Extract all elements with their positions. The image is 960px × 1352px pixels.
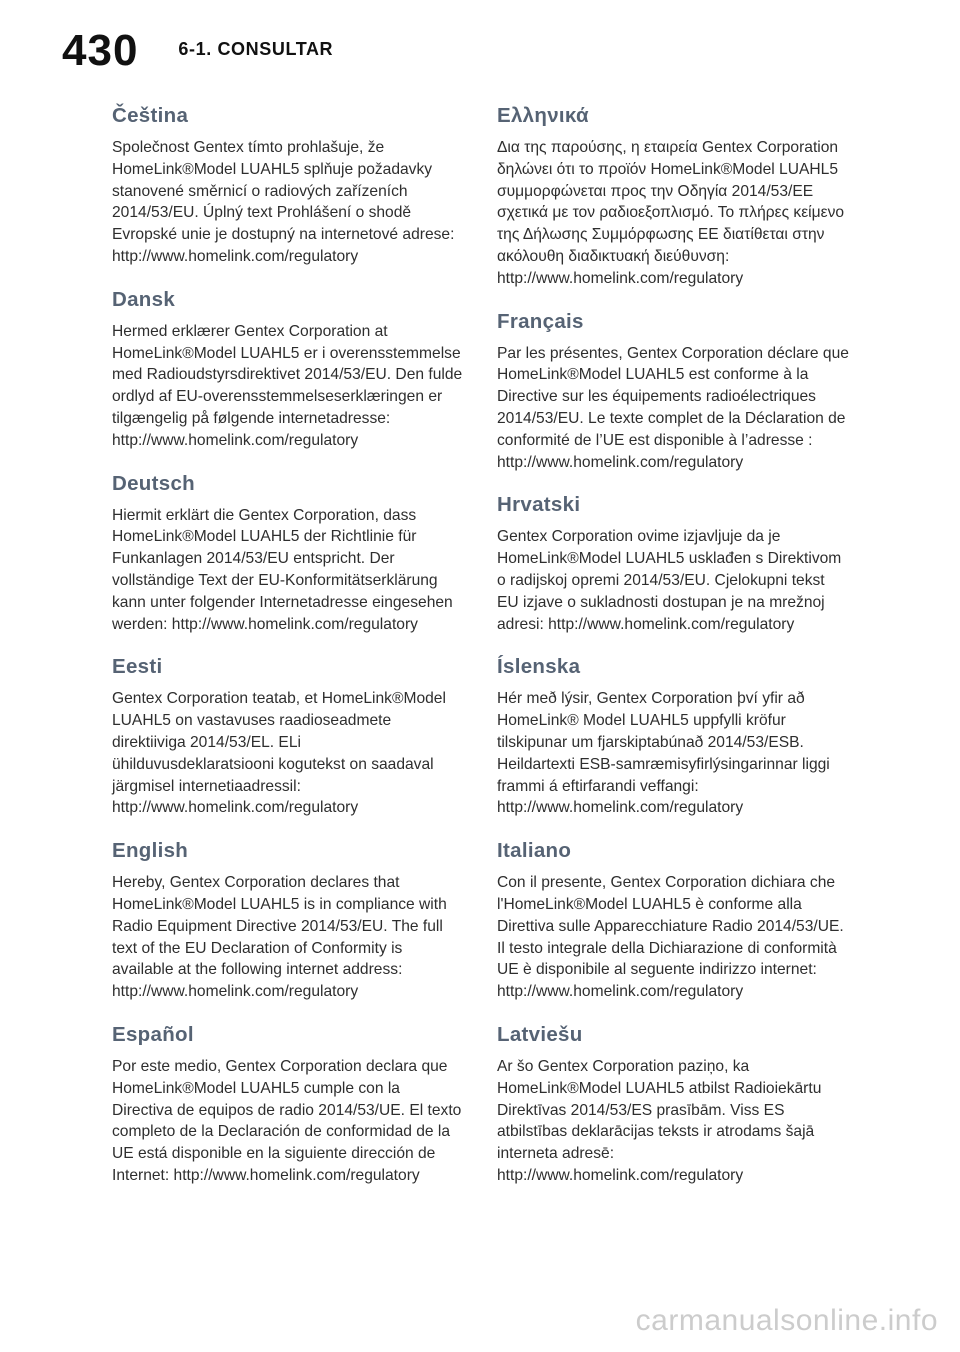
watermark: carmanualsonline.info [635, 1304, 938, 1337]
section-francais [497, 308, 849, 474]
section-title: Íslenska [497, 655, 581, 679]
section-text: Δια της παρούσης, η εταιρεία Gentex Corporation δηλώνει ότι το προϊόν HomeLink®Model LUAHL5 συμμορφώνεται προς την Οδηγία 2014/53/ΕΕ σχετικά με τον ραδιοεξοπλισμό. Το πλήρες κείμενο της Δήλωσης Συμμόρφωσης ΕΕ διατίθεται στην ακόλουθη διαδικτυακή διεύθυνση: http://www.homelink.com/regulatory [497, 139, 845, 287]
section-text: Gentex Corporation ovime izjavljuje da je HomeLink®Model LUAHL5 usklađen s Direktivom o radijskoj opremi 2014/53/EU. Cjelokupni tekst EU izjave o sukladnosti dostupan je na mrežnoj adresi: http://www.homelink.com/regulatory [497, 528, 842, 633]
section-title: Eesti [112, 655, 163, 679]
section-text: Hereby, Gentex Corporation declares that HomeLink®Model LUAHL5 is in compliance with Radio Equipment Directive 2014/53/EU. The full text of the EU Declaration of Conformity is available at the following internet address: http://www.homelink.com/regulatory [112, 874, 447, 1001]
section-latviesu [497, 1021, 849, 1187]
section-title: Español [112, 1022, 194, 1046]
section-title: Čeština [112, 104, 189, 127]
section-islenska [497, 653, 849, 819]
page-header [62, 28, 333, 78]
page-number: 430 [62, 26, 139, 75]
section-title: Deutsch [112, 471, 195, 495]
section-text: Hér með lýsir, Gentex Corporation því yfir að HomeLink® Model LUAHL5 uppfylli kröfur tilskipunar um fjarskiptabúnað 2014/53/ESB. Heildartexti ESB-samræmisyfirlýsingarinnar liggi frammi á eftirfarandi veffangi: http://www.homelink.com/regulatory [497, 690, 830, 817]
section-title: Français [497, 309, 584, 333]
left-column [112, 102, 464, 1205]
section-dansk [112, 286, 464, 452]
section-italiano [497, 837, 849, 1003]
section-text: Con il presente, Gentex Corporation dichiara che l'HomeLink®Model LUAHL5 è conforme alla Direttiva sulle Apparecchiature Radio 2014/53/UE. Il testo integrale della Dichiarazione di conformità UE è disponibile al seguente indirizzo internet: http://www.homelink.com/regulatory [497, 874, 844, 1001]
section-text: Par les présentes, Gentex Corporation déclare que HomeLink®Model LUAHL5 est conforme à la Directive sur les équipements radioélectriques 2014/53/EU. Le texte complet de la Déclaration de conformité de l’UE est disponible à l’adresse : http://www.homelink.com/regulatory [497, 344, 849, 471]
section-text: Gentex Corporation teatab, et HomeLink®Model LUAHL5 on vastavuses raadioseadmete direktiiviga 2014/53/EL. ELi ühilduvusdeklaratsiooni kogutekst on saadaval järgmisel internetiaadressil: http://www.homelink.com/regulatory [112, 690, 446, 817]
section-title: Latviešu [497, 1022, 583, 1046]
section-text: Hermed erklærer Gentex Corporation at HomeLink®Model LUAHL5 er i overensstemmelse med Radioudstyrsdirektivet 2014/53/EU. Den fulde ordlyd af EU-overensstemmelseserklæringen er tilgængelig på følgende internetadresse: http://www.homelink.com/regulatory [112, 322, 463, 449]
section-text: Hiermit erklärt die Gentex Corporation, dass HomeLink®Model LUAHL5 der Richtlinie für Funkanlagen 2014/53/EU entspricht. Der vollständige Text der EU-Konformitätserklärung kann unter folgender Internetadresse eingesehen werden: http://www.homelink.com/regulatory [112, 506, 453, 633]
section-greek [497, 102, 849, 290]
section-text: Por este medio, Gentex Corporation declara que HomeLink®Model LUAHL5 cumple con la Directiva de equipos de radio 2014/53/UE. El texto completo de la Declaración de conformidad de la UE está disponible en la siguiente dirección de Internet: http://www.homelink.com/regulatory [112, 1057, 462, 1184]
section-cestina [112, 102, 464, 268]
section-text: Společnost Gentex tímto prohlašuje, že HomeLink®Model LUAHL5 splňuje požadavky stanovené směrnicí o radiových zařízeních 2014/53/EU. Úplný text Prohlášení o shodě Evropské unie je dostupný na internetové adrese: http://www.homelink.com/regulatory [112, 139, 455, 265]
section-espanol [112, 1021, 464, 1187]
section-title: Hrvatski [497, 493, 581, 517]
section-english [112, 837, 464, 1003]
chapter-title: 6-1. CONSULTAR [178, 38, 334, 59]
right-column [497, 102, 849, 1205]
section-title: Ελληνικά [497, 104, 589, 127]
section-hrvatski [497, 491, 849, 635]
section-title: Dansk [112, 287, 176, 311]
section-title: English [112, 839, 189, 863]
section-title: Italiano [497, 839, 572, 863]
section-text: Ar šo Gentex Corporation paziņo, ka HomeLink®Model LUAHL5 atbilst Radioiekārtu Direktīvas 2014/53/ES prasībām. Viss ES atbilstības deklarācijas teksts ir atrodams šajā interneta adresē: http://www.homelink.com/regulatory [497, 1057, 822, 1184]
section-deutsch [112, 470, 464, 636]
section-eesti [112, 653, 464, 819]
